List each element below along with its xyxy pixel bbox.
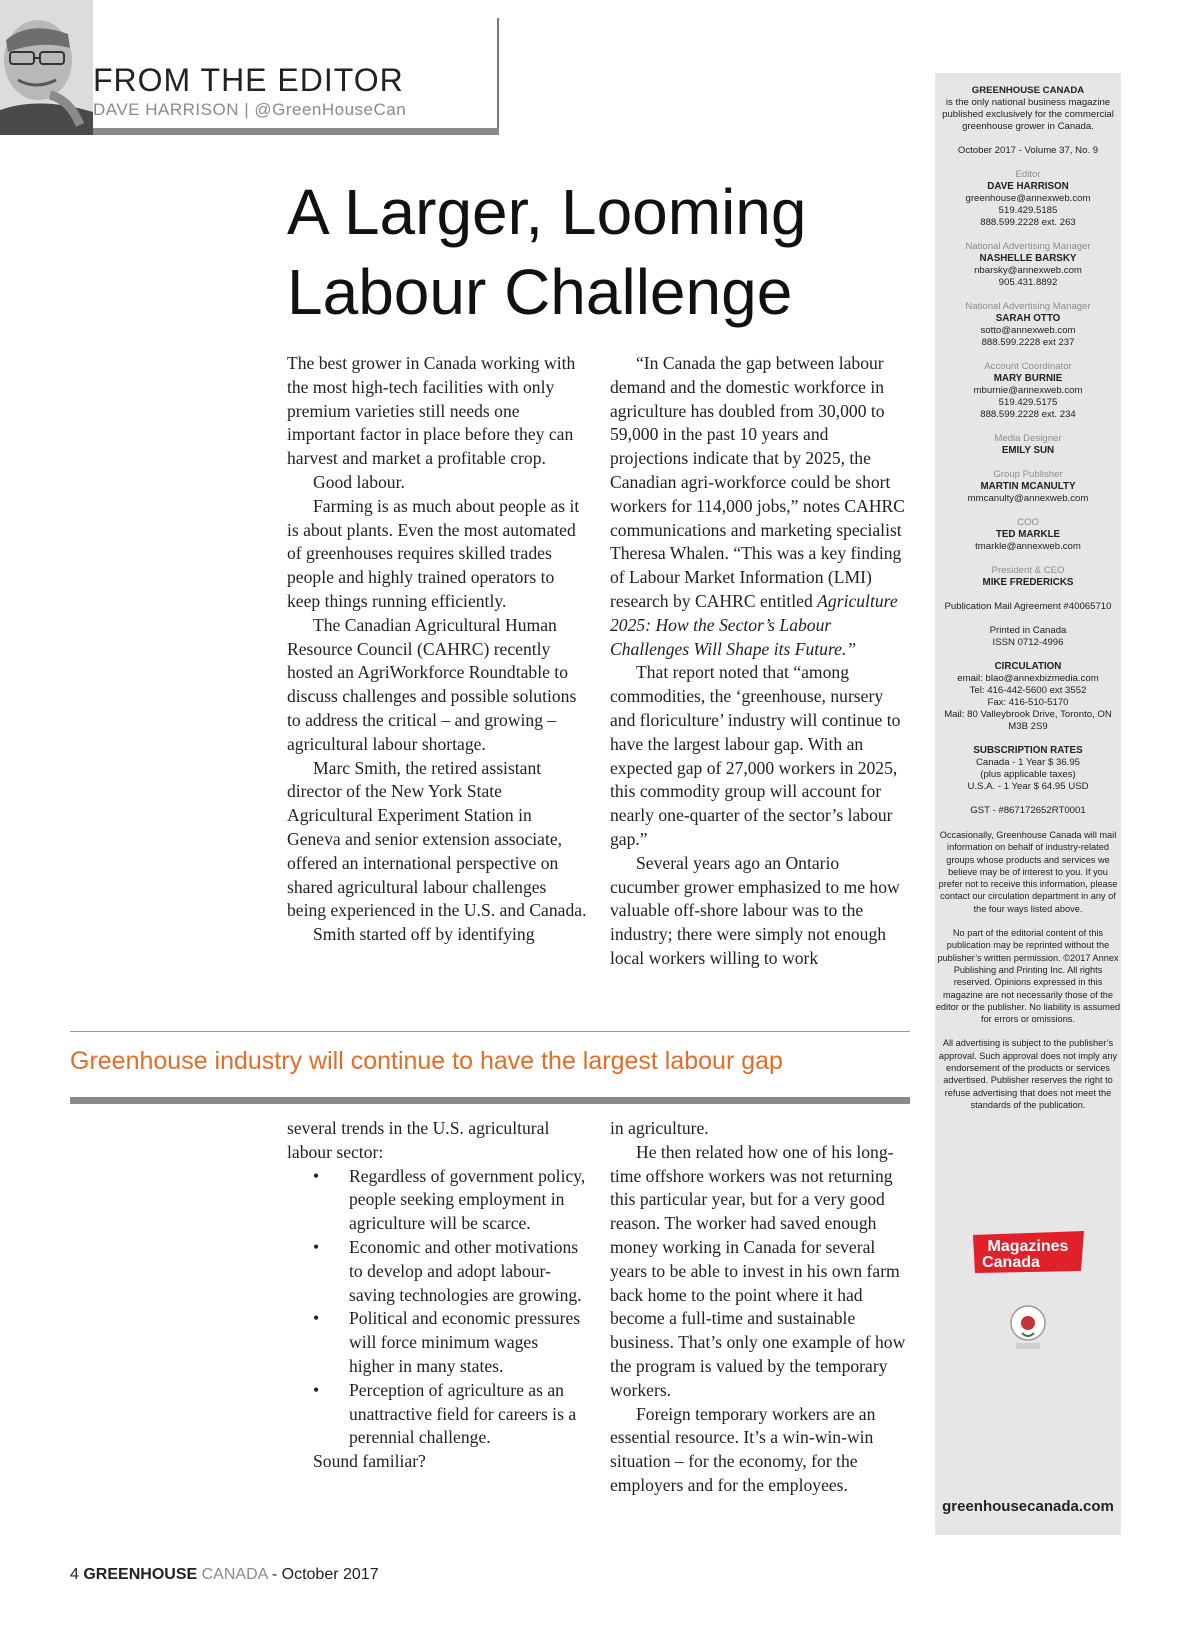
list-item-text: Regardless of government policy, people seeking employment in agriculture will be scarce. [349, 1165, 586, 1234]
header-rule [93, 128, 499, 135]
issue-info: October 2017 - Volume 37, No. 9 [957, 145, 1099, 156]
mail-notice: Occasionally, Greenhouse Canada will mail information on behalf of industry-related groups whose products and services we believe may be of interest to you. If you prefer not to receive this information, please contact our circulation department in any of the four ways listed above. [938, 830, 1118, 914]
headline-line-1: A Larger, Looming [287, 176, 807, 248]
printed-in: Printed in Canada [989, 625, 1067, 636]
paragraph: Farming is as much about people as it is about plants. Even the most automated of greenhouses requires skilled trades people and highly trained operators to keep things running efficiently. [287, 495, 580, 611]
paragraph: The best grower in Canada working with the most high-tech facilities with only premium varieties still needs one important factor in place before they can harvest and market a profitable crop. [287, 353, 576, 469]
paragraph: He then related how one of his long-time offshore workers was not returning this particular year, but for a very good reason. The worker had saved enough money working in Canada for several years to be able to invest in his own farm back home to the point where it had become a full-time and sustainable business. That’s only one example of how the program is valued by the temporary workers. [610, 1141, 906, 1400]
staff-role: Editor [1015, 169, 1041, 180]
staff-entry [935, 361, 1121, 421]
circulation-info [935, 661, 1121, 733]
staff-email: tmarkle@annexweb.com [975, 541, 1081, 552]
article-column-3 [287, 1117, 587, 1474]
list-item-text: Economic and other motivations to develop and adopt labour-saving technologies are growing. [349, 1236, 582, 1305]
mail-agreement: Publication Mail Agreement #40065710 [944, 601, 1112, 612]
gst-number: GST - #867172652RT0001 [970, 805, 1086, 816]
paragraph: several trends in the U.S. agricultural labour sector: [287, 1118, 550, 1162]
paragraph: Good labour. [313, 471, 405, 492]
circulation-title: CIRCULATION [994, 661, 1062, 672]
paragraph: Several years ago an Ontario cucumber grower emphasized to me how valuable off-shore labour was to the industry; there were simply not enough local workers willing to work [610, 852, 900, 968]
staff-entry [935, 517, 1121, 553]
pull-quote-rule-top [70, 1031, 910, 1032]
staff-role: National Advertising Manager [965, 301, 1091, 312]
staff-email: sotto@annexweb.com [980, 325, 1076, 336]
bullet-icon: • [313, 1236, 320, 1257]
subscription-line: U.S.A. - 1 Year $ 64.95 USD [967, 781, 1089, 792]
paragraph: in agriculture. [610, 1118, 709, 1138]
staff-name: MARTIN MCANULTY [980, 481, 1076, 492]
staff-name: MIKE FREDERICKS [982, 577, 1074, 588]
staff-entry [935, 565, 1121, 589]
paragraph: Sound familiar? [313, 1451, 426, 1472]
staff-name: MARY BURNIE [993, 373, 1063, 384]
header-divider [497, 18, 499, 135]
page-footer [70, 1566, 379, 1584]
list-item-text: Political and economic pressures will force minimum wages higher in many states. [349, 1308, 581, 1376]
section-title: FROM THE EDITOR [93, 62, 404, 98]
masthead-sidebar [935, 73, 1121, 1535]
staff-entry [935, 469, 1121, 505]
trend-list [287, 1165, 587, 1451]
byline: DAVE HARRISON | @GreenHouseCan [93, 100, 407, 119]
staff-phone: 519.429.5185 [998, 205, 1058, 216]
editor-header [0, 0, 500, 135]
copyright-notice: No part of the editorial content of this publication may be reprinted without the publisher’s written permission. ©2017 Annex Publishing and Printing Inc. All rights reserved. Opinions expressed in this magazine are not necessarily those of the editor or the publisher. No liability is assumed for errors or omissions. [935, 928, 1121, 1025]
growers-seal-icon [1008, 1303, 1048, 1353]
paragraph: The Canadian Agricultural Human Resource Council (CAHRC) recently hosted an AgriWorkforce Roundtable to discuss challenges and possible solutions to address the critical – and growing – agricultural labour shortage. [287, 614, 577, 754]
staff-email: nbarsky@annexweb.com [974, 265, 1082, 276]
staff-name: NASHELLE BARSKY [979, 253, 1077, 264]
masthead-intro [935, 85, 1121, 133]
footer-brand-2 [197, 1566, 267, 1583]
staff-role: Media Designer [994, 433, 1062, 444]
staff-entry [935, 301, 1121, 349]
paragraph: Smith started off by identifying [313, 924, 535, 945]
staff-role: Account Coordinator [984, 361, 1072, 372]
pull-quote-rule-bottom [70, 1097, 910, 1104]
paragraph: That report noted that “among commodities, the ‘greenhouse, nursery and floriculture’ industry will continue to have the largest labour gap. With an expected gap of 27,000 workers in 2025, this commodity group will account for nearly one-quarter of the sector’s labour gap.” [610, 662, 901, 849]
bullet-icon: • [313, 1308, 320, 1329]
subscription-line: Canada - 1 Year $ 36.95 [975, 757, 1081, 768]
article-column-4 [610, 1117, 910, 1498]
bullet-icon: • [313, 1165, 320, 1186]
staff-role: COO [1017, 517, 1039, 528]
subscription-title: SUBSCRIPTION RATES [973, 745, 1083, 756]
website-url[interactable]: greenhousecanada.com [942, 1498, 1114, 1515]
staff-email: mmcanulty@annexweb.com [967, 493, 1089, 504]
paragraph [610, 352, 910, 661]
list-item [287, 1236, 587, 1307]
issn: ISSN 0712-4996 [992, 637, 1064, 648]
staff-name: EMILY SUN [1001, 445, 1055, 456]
quote-text: “In Canada the gap between labour demand and the domestic workforce in agriculture has doubled from 30,000 to 59,000 in the past 10 years and projections indicate that by 2025, the Canadian agri-workforce could be short workers for 114,000 jobs,” notes CAHRC communications and marketing specialist Theresa Whalen. “This was a key finding of Labour Market Information (LMI) research by CAHRC entitled [610, 353, 905, 611]
article-headline [287, 172, 887, 332]
list-item-text: Perception of agriculture as an unattractive field for careers is a perennial challenge. [349, 1379, 577, 1448]
staff-email: mburnie@annexweb.com [973, 385, 1083, 396]
staff-entry [935, 241, 1121, 289]
staff-entry [935, 433, 1121, 457]
staff-entry [935, 169, 1121, 229]
magazine-name: GREENHOUSE CANADA [971, 85, 1085, 96]
logo-line-2: Canada [982, 1254, 1040, 1271]
logo-line-1: Magazines [987, 1238, 1069, 1255]
article-column-1 [287, 352, 587, 947]
pull-quote: Greenhouse industry will continue to have the largest labour gap [70, 1047, 783, 1075]
paragraph: Foreign temporary workers are an essential resource. It’s a win-win-win situation – for the economy, for the employers and for the employees. [610, 1403, 876, 1495]
staff-role: Group Publisher [993, 469, 1063, 480]
circulation-email: email: blao@annexbizmedia.com [957, 673, 1099, 684]
staff-phone: 905.431.8892 [998, 277, 1058, 288]
staff-role: National Advertising Manager [965, 241, 1091, 252]
headline-line-2: Labour Challenge [287, 256, 793, 328]
footer-date: - October 2017 [271, 1566, 379, 1583]
staff-phone: 888.599.2228 ext. 263 [980, 217, 1076, 228]
paragraph: Marc Smith, the retired assistant director of the New York State Agricultural Experiment Station in Geneva and senior extension associate, offered an international perspective on shared agricultural labour challenges being experienced in the U.S. and Canada. [287, 757, 587, 921]
circulation-mail: Mail: 80 Valleybrook Drive, Toronto, ON M3B 2S9 [944, 709, 1112, 732]
print-info [935, 625, 1121, 649]
editor-photo [0, 0, 93, 135]
subscription-line: (plus applicable taxes) [980, 769, 1076, 780]
list-item [287, 1379, 587, 1450]
staff-role: President & CEO [991, 565, 1065, 576]
report-title: Agriculture 2025: How the Sector’s Labour Challenges Will Shape its Future.” [610, 590, 898, 659]
staff-email: greenhouse@annexweb.com [965, 193, 1091, 204]
list-item [287, 1165, 587, 1236]
magazine-description: is the only national business magazine published exclusively for the commercial greenhouse grower in Canada. [942, 97, 1114, 132]
staff-name: TED MARKLE [995, 529, 1061, 540]
staff-name: DAVE HARRISON [987, 181, 1069, 192]
staff-name: SARAH OTTO [995, 313, 1061, 324]
editor-portrait-image [0, 0, 93, 135]
bullet-icon: • [313, 1379, 320, 1400]
advertising-notice: All advertising is subject to the publisher’s approval. Such approval does not imply any endorsement of the products or services advertised. Publisher reserves the right to refuse advertising that does not meet the standards of the publication. [938, 1038, 1118, 1110]
circulation-fax: Fax: 416-510-5170 [987, 697, 1069, 708]
footer-brand-2-text: CANADA [201, 1566, 268, 1583]
magazines-canada-logo [971, 1231, 1086, 1273]
staff-phone: 888.599.2228 ext. 234 [980, 409, 1076, 420]
page-number: 4 [70, 1566, 79, 1583]
article-column-2 [610, 352, 910, 971]
circulation-tel: Tel: 416-442-5600 ext 3552 [969, 685, 1087, 696]
staff-phone: 888.599.2228 ext 237 [981, 337, 1075, 348]
list-item [287, 1307, 587, 1378]
staff-phone: 519.429.5175 [998, 397, 1058, 408]
subscription-info [935, 745, 1121, 793]
footer-brand: GREENHOUSE [83, 1566, 198, 1583]
